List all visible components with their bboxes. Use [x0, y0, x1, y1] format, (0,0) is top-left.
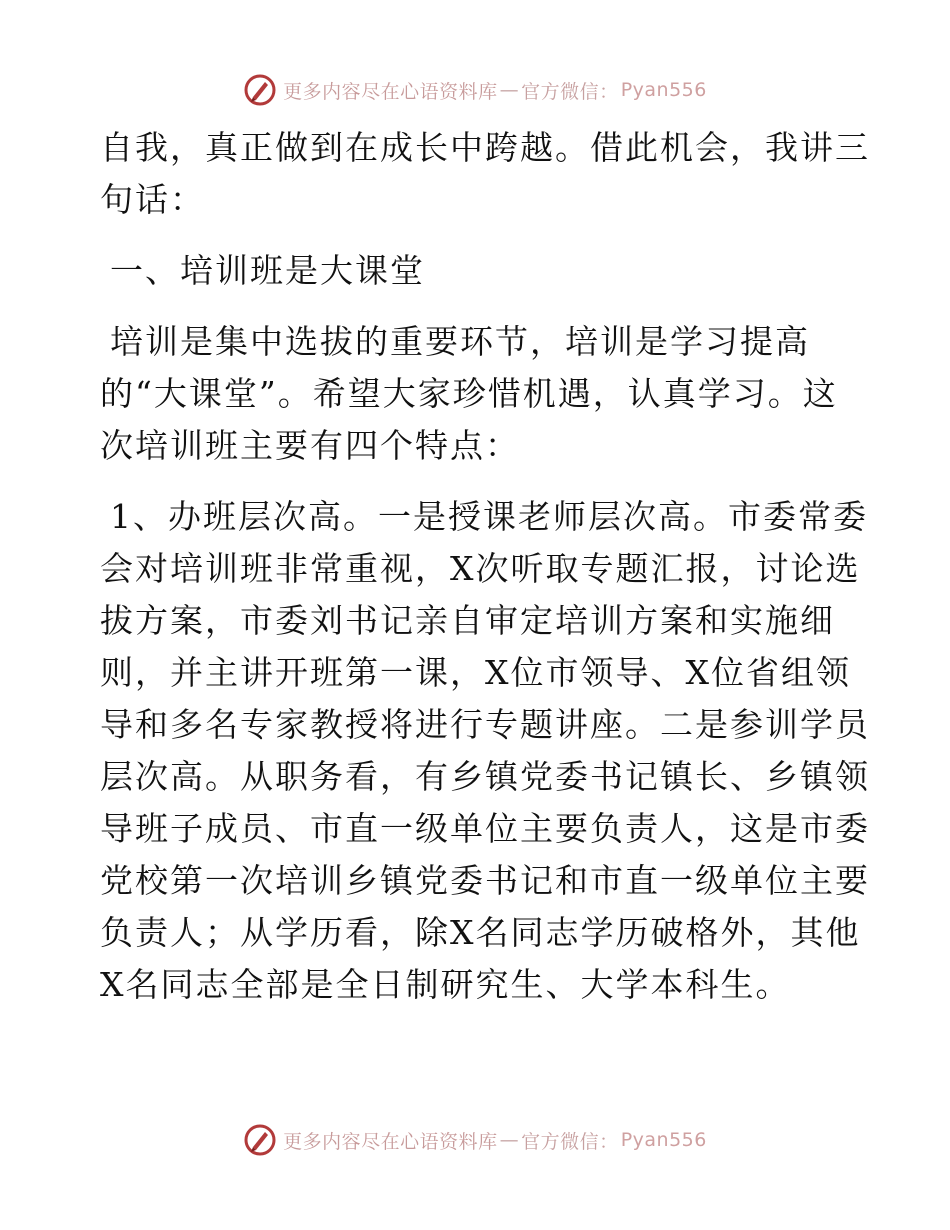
text-line: X名同志全部是全日制研究生、大学本科生。 — [100, 965, 791, 1004]
text-line: 则，并主讲开班第一课，X位市领导、X位省组领 — [100, 653, 851, 692]
watermark-main-text: 更多内容尽在心语资料库 — [283, 1130, 498, 1153]
text-line: 的“大课堂”。希望大家珍惜机遇，认真学习。这 — [100, 374, 838, 413]
paragraph-intro — [100, 122, 870, 226]
text-line: 会对培训班非常重视，X次听取专题汇报，讨论选 — [100, 549, 861, 588]
watermark-dash: — — [499, 1129, 520, 1151]
text-line: 1、办班层次高。一是授课老师层次高。市委常委 — [110, 497, 868, 536]
text-line: 导和多名专家教授将进行专题讲座。二是参训学员 — [100, 705, 870, 744]
text-line: 负责人；从学历看，除X名同志学历破格外，其他 — [100, 913, 861, 952]
section-heading — [100, 245, 860, 297]
header-watermark — [0, 70, 950, 110]
watermark-id-text: Pyan556 — [620, 1129, 707, 1151]
watermark-id-text: Pyan556 — [620, 79, 707, 101]
document-body — [100, 122, 870, 1011]
watermark-dash: — — [499, 79, 520, 101]
paragraph-training — [100, 316, 860, 472]
footer-watermark — [0, 1120, 950, 1160]
watermark-main-text: 更多内容尽在心语资料库 — [283, 80, 498, 103]
text-line: 党校第一次培训乡镇党委书记和市直一级单位主要 — [100, 861, 870, 900]
text-line: 培训是集中选拔的重要环节，培训是学习提高 — [110, 322, 810, 361]
pen-logo-icon — [243, 73, 277, 107]
watermark-sub-text: 官方微信： — [521, 1130, 619, 1153]
pen-logo-icon — [243, 1123, 277, 1157]
text-line: 次培训班主要有四个特点： — [100, 426, 520, 465]
text-line: 自我，真正做到在成长中跨越。借此机会，我讲三 — [100, 128, 870, 167]
watermark-sub-text: 官方微信： — [521, 80, 619, 103]
text-line: 句话： — [100, 180, 205, 219]
text-line: 拔方案，市委刘书记亲自审定培训方案和实施细 — [100, 601, 835, 640]
heading-line: 一、培训班是大课堂 — [110, 251, 425, 290]
text-line: 层次高。从职务看，有乡镇党委书记镇长、乡镇领 — [100, 757, 870, 796]
text-line: 导班子成员、市直一级单位主要负责人，这是市委 — [100, 809, 870, 848]
paragraph-point-1 — [100, 491, 870, 1011]
